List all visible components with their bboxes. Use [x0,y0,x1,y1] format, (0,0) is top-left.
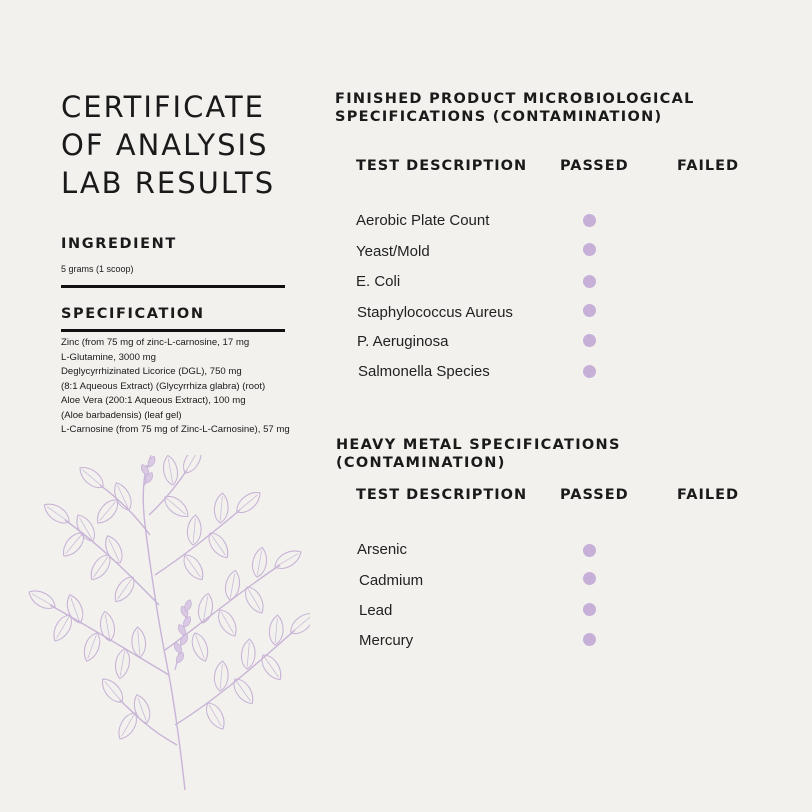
title-line: LAB RESULTS [61,166,276,200]
heavy-col-passed: PASSED [560,487,629,503]
specification-line: L-Glutamine, 3000 mg [61,351,156,363]
specification-list [61,336,321,438]
test-label: Salmonella Species [358,363,490,380]
test-label: Lead [359,602,393,619]
pass-dot-icon [583,334,596,347]
micro-col-passed: PASSED [560,158,629,174]
specification-line: (8:1 Aqueous Extract) (Glycyrrhiza glabra) (root) [61,380,266,392]
title-line: CERTIFICATE [61,90,265,124]
specification-line: Deglycyrrhizinated Licorice (DGL), 750 mg [61,366,242,377]
heavy-col-failed: FAILED [677,487,740,503]
title-line: OF ANALYSIS [61,128,269,162]
pass-dot-icon [583,243,596,256]
micro-col-failed: FAILED [677,158,740,174]
pass-dot-icon [583,633,596,646]
divider [61,285,285,288]
test-label: Staphylococcus Aureus [357,304,513,321]
specification-line: L-Carnosine (from 75 mg of Zinc-L-Carnosine), 57 mg [61,424,290,435]
pass-dot-icon [583,365,596,378]
pass-dot-icon [583,544,596,557]
test-label: E. Coli [356,273,401,290]
specification-line: (Aloe barbadensis) (leaf gel) [61,409,182,421]
heading-line: FINISHED PRODUCT MICROBIOLOGICAL [335,91,695,107]
test-label: Cadmium [359,572,424,589]
test-label: Arsenic [357,541,408,558]
divider [61,329,285,332]
test-label: Mercury [359,632,414,649]
pass-dot-icon [583,572,596,585]
test-label: Yeast/Mold [356,243,430,260]
heavy-col-test-description: TEST DESCRIPTION [356,487,528,503]
pass-dot-icon [583,275,596,288]
specification-line: Aloe Vera (200:1 Aqueous Extract), 100 mg [61,395,246,406]
pass-dot-icon [583,304,596,317]
micro-col-test-description: TEST DESCRIPTION [356,158,528,174]
specification-line: Zinc (from 75 mg of zinc-L-carnosine, 17 mg [61,337,250,348]
test-label: Aerobic Plate Count [356,212,490,229]
specification-heading: SPECIFICATION [61,306,205,322]
pass-dot-icon [583,214,596,227]
pass-dot-icon [583,603,596,616]
licorice-plant-illustration [25,455,310,795]
ingredient-serving: 5 grams (1 scoop) [61,264,134,274]
ingredient-heading: INGREDIENT [61,236,177,252]
certificate-title [61,88,301,202]
test-label: P. Aeruginosa [357,333,449,350]
heading-line: SPECIFICATIONS (CONTAMINATION) [335,109,663,125]
heavy-metal-heading: HEAVY METAL SPECIFICATIONS (CONTAMINATION) [336,437,621,471]
microbiological-heading [335,90,755,126]
